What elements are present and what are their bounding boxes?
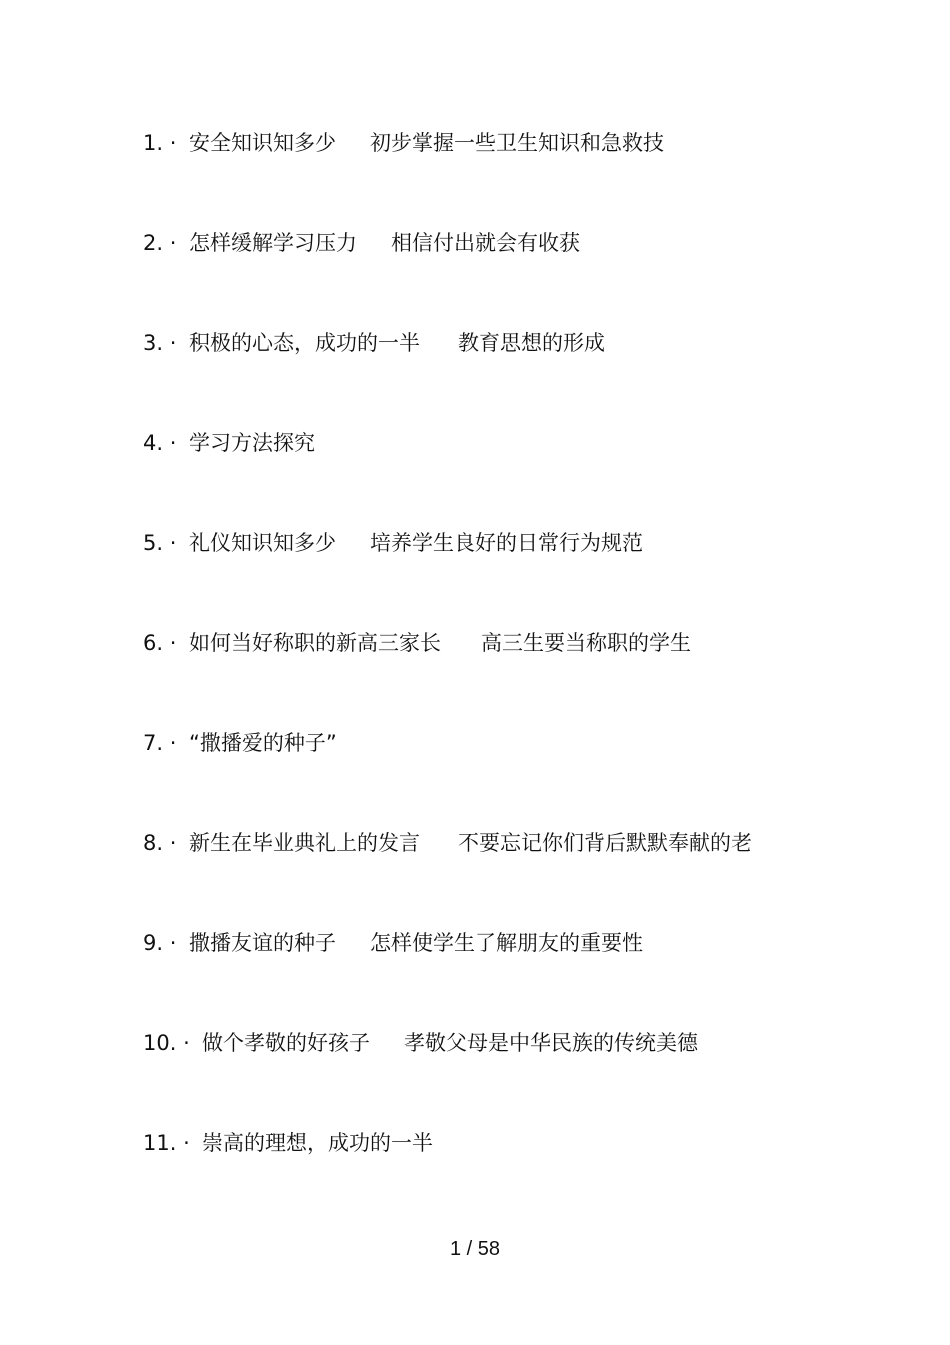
item-subtitle: 不要忘记你们背后默默奉献的老 bbox=[458, 831, 752, 855]
item-title: 礼仪知识知多少 bbox=[189, 531, 336, 555]
item-number: 10. · bbox=[143, 1031, 190, 1055]
page-number: 1 / 58 bbox=[449, 1238, 501, 1260]
item-title: 新生在毕业典礼上的发言 bbox=[189, 831, 420, 855]
item-title: 撒播友谊的种子 bbox=[189, 931, 336, 955]
list-item bbox=[143, 726, 863, 826]
item-subtitle: 孝敬父母是中华民族的传统美德 bbox=[404, 1031, 698, 1055]
item-subtitle: 培养学生良好的日常行为规范 bbox=[370, 531, 643, 555]
item-number: 9. · bbox=[143, 931, 177, 955]
list-item bbox=[143, 1126, 863, 1226]
item-title: “撒播爱的种子” bbox=[189, 731, 337, 755]
list-item bbox=[143, 326, 863, 426]
item-number: 11. · bbox=[143, 1131, 190, 1155]
item-title: 积极的心态，成功的一半 bbox=[189, 331, 420, 355]
item-number: 2. · bbox=[143, 231, 177, 255]
item-subtitle: 教育思想的形成 bbox=[458, 331, 605, 355]
item-number: 3. · bbox=[143, 331, 177, 355]
list-item bbox=[143, 926, 863, 1026]
list-item bbox=[143, 1026, 863, 1126]
list-item bbox=[143, 226, 863, 326]
list-item bbox=[143, 526, 863, 626]
item-title: 如何当好称职的新高三家长 bbox=[189, 631, 441, 655]
list-item bbox=[143, 126, 863, 226]
item-subtitle: 相信付出就会有收获 bbox=[391, 231, 580, 255]
item-title: 安全知识知多少 bbox=[189, 131, 336, 155]
item-title: 做个孝敬的好孩子 bbox=[202, 1031, 370, 1055]
item-subtitle: 初步掌握一些卫生知识和急救技 bbox=[370, 131, 664, 155]
item-number: 8. · bbox=[143, 831, 177, 855]
item-subtitle: 高三生要当称职的学生 bbox=[481, 631, 691, 655]
item-subtitle: 怎样使学生了解朋友的重要性 bbox=[370, 931, 643, 955]
item-number: 4. · bbox=[143, 431, 177, 455]
list-item bbox=[143, 626, 863, 726]
item-title: 怎样缓解学习压力 bbox=[189, 231, 357, 255]
item-number: 1. · bbox=[143, 131, 177, 155]
item-number: 7. · bbox=[143, 731, 177, 755]
item-number: 5. · bbox=[143, 531, 177, 555]
item-number: 6. · bbox=[143, 631, 177, 655]
list-item bbox=[143, 426, 863, 526]
item-list bbox=[143, 126, 863, 1226]
list-item bbox=[143, 826, 863, 926]
item-title: 学习方法探究 bbox=[189, 431, 315, 455]
item-title: 崇高的理想，成功的一半 bbox=[202, 1131, 433, 1155]
